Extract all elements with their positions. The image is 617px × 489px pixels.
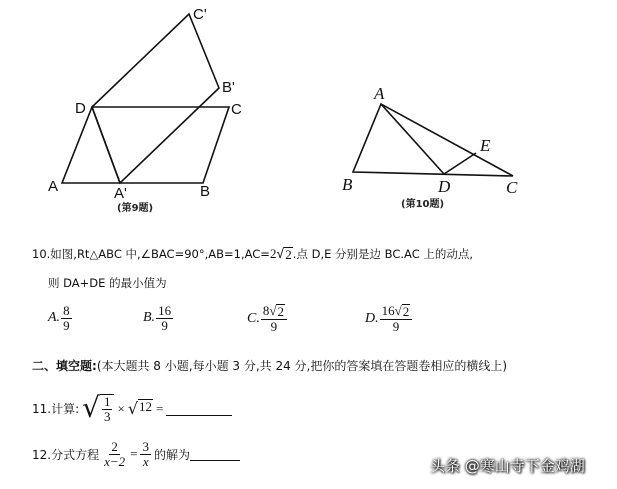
sqrt-symbol: √ 2 — [276, 247, 292, 262]
point-label-d: D — [438, 177, 451, 196]
section-2-heading — [32, 357, 507, 374]
point-label-a: A — [374, 84, 385, 103]
geometry-figures — [0, 0, 617, 230]
question-10-line2: 则 DA+DE 的最小值为 — [48, 276, 167, 290]
watermark: 头条 @寒山寺下金鸡湖 — [430, 457, 585, 475]
point-label-c-prime: C' — [193, 6, 207, 23]
figure-9-caption: (第9题) — [117, 203, 154, 214]
point-label-c: C — [231, 101, 242, 118]
question-12: 12.分式方程 $\frac{2}{x-2}$ = $\frac{3}{x}$ 的解为 — [32, 440, 240, 468]
point-label-c: C — [506, 178, 518, 197]
figure-9 — [62, 14, 229, 183]
sqrt-symbol: √ 12 — [127, 399, 153, 419]
sqrt-symbol: √ $\frac{1}{3}$ — [82, 394, 114, 423]
answer-blank[interactable] — [190, 447, 240, 461]
sqrt-symbol: √ 2 — [394, 303, 410, 319]
question-11: 11.计算: √ $\frac{1}{3}$ × √ 12 = — [32, 394, 232, 423]
parallelogram-abcd — [62, 107, 229, 183]
section-desc: (本大题共 8 小题,每小题 3 分,共 24 分,把你的答案填在答题卷相应的横线上) — [96, 359, 508, 373]
option-c[interactable]: C. 8 √ 2 9 — [247, 304, 287, 334]
point-label-b: B — [200, 183, 211, 200]
option-d[interactable]: D. 16 √ 2 9 — [365, 304, 412, 334]
segment-de — [444, 153, 476, 174]
option-a[interactable]: A. $\frac{8}{9}$ — [48, 303, 70, 333]
point-label-e: E — [480, 136, 491, 155]
figure-10-caption: (第10题) — [401, 199, 445, 210]
section-title: 二、填空题: — [32, 359, 97, 373]
point-label-d: D — [75, 100, 86, 117]
point-label-a-prime: A' — [114, 185, 127, 202]
option-b[interactable]: B. $\frac{16}{9}$ — [143, 303, 172, 333]
segment-ad — [381, 104, 444, 174]
coef: 2 — [269, 246, 277, 261]
point-label-b-prime: B' — [222, 79, 235, 96]
point-label-a: A — [48, 178, 59, 195]
folded-quad — [92, 14, 219, 183]
sqrt-symbol: √ 2 — [269, 303, 284, 319]
point-label-b: B — [342, 175, 353, 194]
answer-blank[interactable] — [166, 402, 232, 416]
question-10-line1: 10.如图,Rt△ABC 中,∠BAC=90°,AB=1,AC=2 √ 2 .点 D,E 分别是边 BC.AC 上的动点, — [32, 246, 474, 262]
